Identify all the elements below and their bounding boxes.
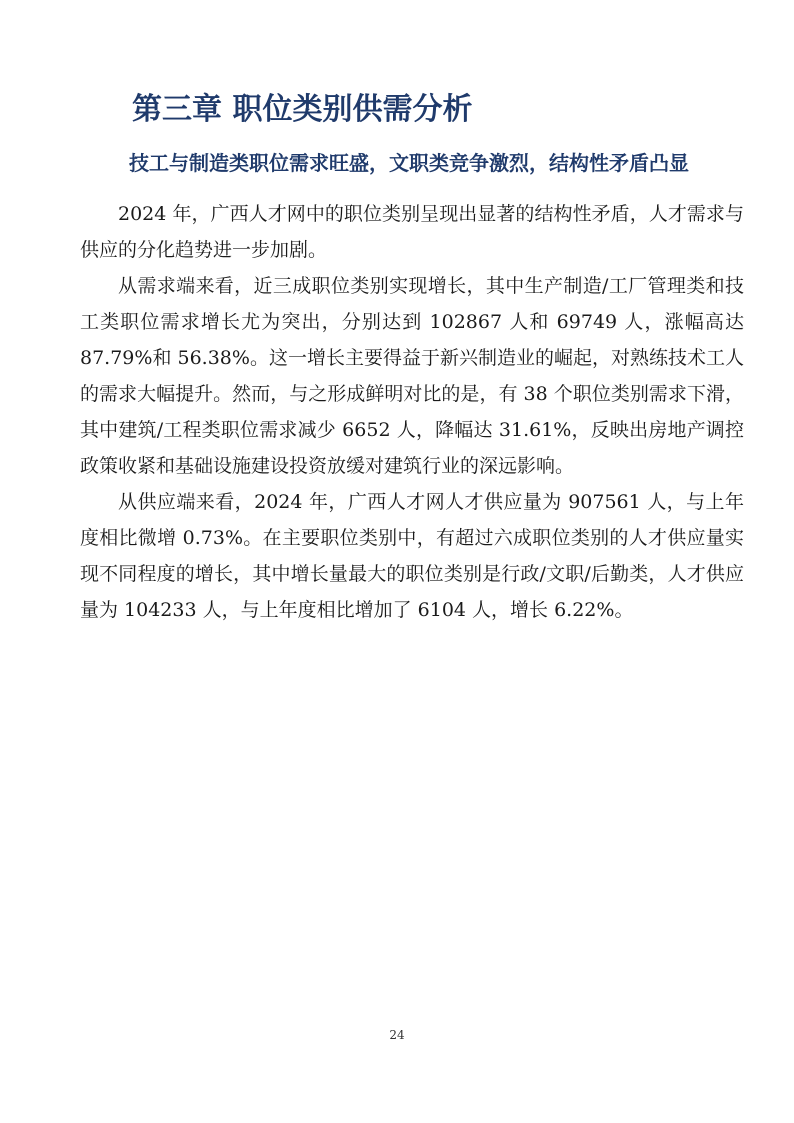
chapter-title: 第三章 职位类别供需分析 xyxy=(132,92,473,127)
body-text xyxy=(80,196,744,628)
page-number: 24 xyxy=(389,1028,405,1042)
paragraph-demand: 从需求端来看，近三成职位类别实现增长，其中生产制造/工厂管理类和技工类职位需求增长尤为突出，分别达到 102867 人和 69749 人，涨幅高达 87.79%和 56.38%。这一增长主要得益于新兴制造业的崛起，对熟练技术工人的需求大幅提升。然而，与之形成鲜明对比的是，有 38 个职位类别需求下滑，其中建筑/工程类职位需求减少 6652 人，降幅达 31.61%，反映出房地产调控政策收紧和基础设施建设投资放缓对建筑行业的深远影响。 xyxy=(80,275,744,477)
section-title: 技工与制造类职位需求旺盛，文职类竞争激烈，结构性矛盾凸显 xyxy=(129,151,689,175)
paragraph-supply: 从供应端来看，2024 年，广西人才网人才供应量为 907561 人，与上年度相比微增 0.73%。在主要职位类别中，有超过六成职位类别的人才供应量实现不同程度的增长，其中增长量最大的职位类别是行政/文职/后勤类，人才供应量为 104233 人，与上年度相比增加了 6104 人，增长 6.22%。 xyxy=(80,491,744,621)
paragraph-intro: 2024 年，广西人才网中的职位类别呈现出显著的结构性矛盾，人才需求与供应的分化趋势进一步加剧。 xyxy=(80,203,744,261)
